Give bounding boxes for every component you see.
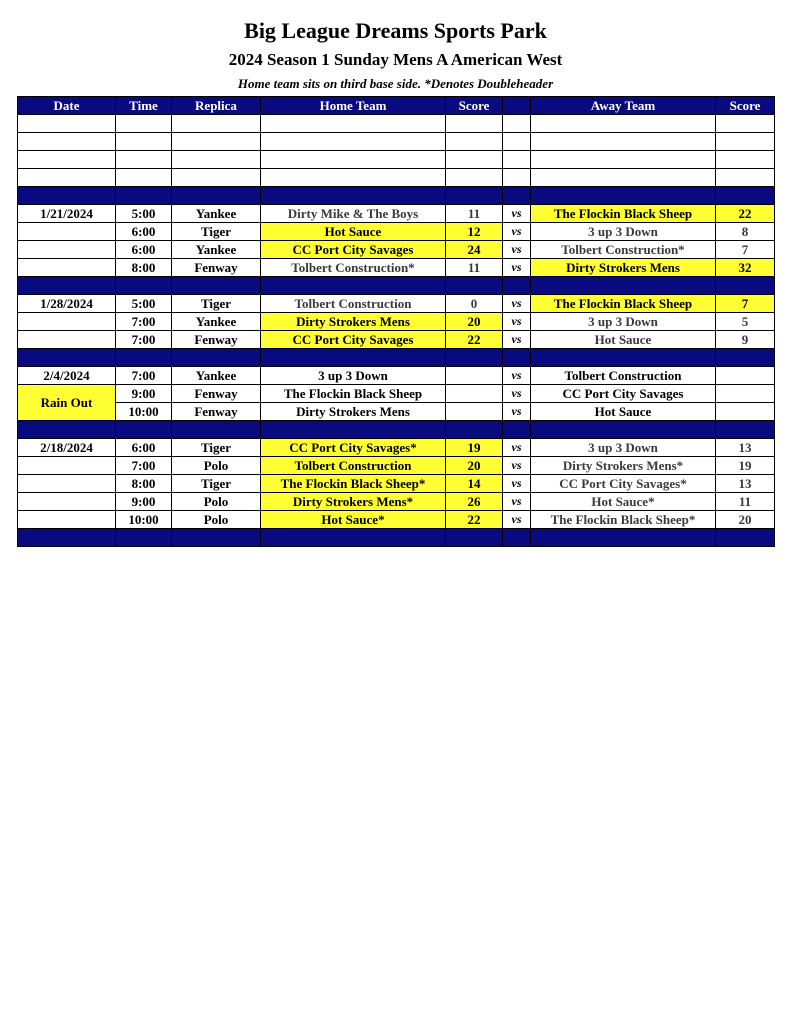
col-away-score: Score [716,97,775,115]
time-cell: 10:00 [116,403,172,421]
separator-cell [172,421,261,439]
away-team-cell: Hot Sauce* [531,493,716,511]
empty-cell [172,133,261,151]
away-team-cell: The Flockin Black Sheep [531,295,716,313]
home-score-cell: 22 [446,331,503,349]
date-cell [18,259,116,277]
schedule-note: Home team sits on third base side. *Denotes Doubleheader [237,76,554,91]
separator-cell [716,187,775,205]
date-cell: 2/18/2024 [18,439,116,457]
home-score-cell [446,385,503,403]
page-title: Big League Dreams Sports Park [244,18,547,43]
home-team-cell: The Flockin Black Sheep [261,385,446,403]
away-team-cell: Hot Sauce [531,331,716,349]
away-score-cell: 13 [716,439,775,457]
away-team-cell: CC Port City Savages [531,385,716,403]
empty-cell [503,115,531,133]
separator-cell [261,187,446,205]
date-cell [18,475,116,493]
time-cell: 7:00 [116,313,172,331]
home-score-cell: 0 [446,295,503,313]
separator-cell [18,421,116,439]
separator-cell [116,277,172,295]
away-team-cell: Tolbert Construction* [531,241,716,259]
empty-cell [18,115,116,133]
separator-cell [172,277,261,295]
home-team-cell: Tolbert Construction [261,295,446,313]
separator-cell [446,187,503,205]
home-score-cell: 26 [446,493,503,511]
home-score-cell [446,403,503,421]
separator-cell [116,421,172,439]
vs-cell: vs [503,475,531,493]
replica-cell: Yankee [172,205,261,223]
game-row [18,223,775,241]
separator-cell [716,529,775,547]
empty-cell [18,133,116,151]
away-score-cell: 19 [716,457,775,475]
date-cell: 2/4/2024 [18,367,116,385]
rain-out-label: Rain Out [18,385,116,421]
separator-cell [116,529,172,547]
away-team-cell: 3 up 3 Down [531,223,716,241]
vs-cell: vs [503,511,531,529]
empty-cell [716,133,775,151]
game-row [18,205,775,223]
separator-cell [503,529,531,547]
game-row [18,295,775,313]
home-team-cell: Tolbert Construction [261,457,446,475]
separator-cell [172,187,261,205]
empty-cell [531,115,716,133]
separator-cell [446,421,503,439]
home-team-cell: Dirty Strokers Mens [261,403,446,421]
vs-cell: vs [503,493,531,511]
replica-cell: Fenway [172,331,261,349]
home-team-cell: 3 up 3 Down [261,367,446,385]
replica-cell: Tiger [172,295,261,313]
replica-cell: Yankee [172,241,261,259]
week-separator [18,349,775,367]
time-cell: 9:00 [116,493,172,511]
separator-cell [531,277,716,295]
away-score-cell: 7 [716,295,775,313]
vs-cell: vs [503,259,531,277]
away-score-cell [716,367,775,385]
time-cell: 7:00 [116,331,172,349]
empty-cell [116,151,172,169]
replica-cell: Yankee [172,313,261,331]
separator-cell [261,349,446,367]
separator-cell [531,529,716,547]
vs-cell: vs [503,295,531,313]
separator-cell [116,187,172,205]
game-row [18,511,775,529]
empty-cell [261,115,446,133]
separator-cell [446,529,503,547]
separator-cell [18,187,116,205]
game-row [18,367,775,385]
date-cell: 1/28/2024 [18,295,116,313]
col-date: Date [18,97,116,115]
empty-cell [18,169,116,187]
replica-cell: Polo [172,457,261,475]
replica-cell: Yankee [172,367,261,385]
away-score-cell: 7 [716,241,775,259]
away-team-cell: Tolbert Construction [531,367,716,385]
time-cell: 6:00 [116,439,172,457]
game-row [18,475,775,493]
empty-cell [531,133,716,151]
separator-cell [172,349,261,367]
home-team-cell: CC Port City Savages* [261,439,446,457]
replica-cell: Tiger [172,439,261,457]
home-score-cell: 20 [446,457,503,475]
empty-cell [503,133,531,151]
date-cell [18,511,116,529]
away-team-cell: Dirty Strokers Mens* [531,457,716,475]
home-team-cell: Dirty Strokers Mens* [261,493,446,511]
replica-cell: Fenway [172,385,261,403]
date-cell [18,313,116,331]
vs-cell: vs [503,205,531,223]
home-score-cell: 24 [446,241,503,259]
empty-cell [172,115,261,133]
home-score-cell: 14 [446,475,503,493]
empty-cell [172,151,261,169]
empty-row [18,169,775,187]
home-team-cell: CC Port City Savages [261,331,446,349]
page-subtitle: 2024 Season 1 Sunday Mens A American West [228,50,563,69]
replica-cell: Tiger [172,475,261,493]
game-row [18,259,775,277]
empty-cell [116,133,172,151]
home-team-cell: Tolbert Construction* [261,259,446,277]
replica-cell: Fenway [172,403,261,421]
empty-cell [446,133,503,151]
time-cell: 8:00 [116,259,172,277]
game-row [18,331,775,349]
time-cell: 6:00 [116,241,172,259]
separator-cell [18,349,116,367]
empty-cell [716,169,775,187]
separator-cell [116,349,172,367]
replica-cell: Polo [172,511,261,529]
date-cell [18,223,116,241]
away-team-cell: 3 up 3 Down [531,313,716,331]
away-team-cell: CC Port City Savages* [531,475,716,493]
date-cell [18,241,116,259]
date-cell [18,331,116,349]
replica-cell: Polo [172,493,261,511]
away-score-cell: 9 [716,331,775,349]
vs-cell: vs [503,241,531,259]
separator-cell [172,529,261,547]
vs-cell: vs [503,439,531,457]
empty-cell [531,151,716,169]
col-replica: Replica [172,97,261,115]
time-cell: 5:00 [116,205,172,223]
empty-cell [261,169,446,187]
separator-cell [503,187,531,205]
vs-cell: vs [503,367,531,385]
away-team-cell: Dirty Strokers Mens [531,259,716,277]
home-team-cell: Hot Sauce* [261,511,446,529]
home-score-cell: 12 [446,223,503,241]
empty-row [18,151,775,169]
empty-cell [116,115,172,133]
home-score-cell: 19 [446,439,503,457]
time-cell: 7:00 [116,367,172,385]
separator-cell [716,277,775,295]
game-row [18,241,775,259]
separator-cell [503,421,531,439]
empty-cell [18,151,116,169]
week-separator [18,277,775,295]
game-row [18,385,775,403]
week-separator [18,529,775,547]
schedule-table [17,96,775,547]
replica-cell: Fenway [172,259,261,277]
col-time: Time [116,97,172,115]
empty-cell [503,169,531,187]
away-team-cell: Hot Sauce [531,403,716,421]
home-score-cell: 20 [446,313,503,331]
empty-cell [503,151,531,169]
empty-cell [116,169,172,187]
vs-cell: vs [503,385,531,403]
empty-cell [531,169,716,187]
home-team-cell: Dirty Strokers Mens [261,313,446,331]
vs-cell: vs [503,457,531,475]
away-score-cell: 11 [716,493,775,511]
away-team-cell: 3 up 3 Down [531,439,716,457]
separator-cell [503,277,531,295]
separator-cell [261,277,446,295]
away-score-cell: 13 [716,475,775,493]
away-score-cell: 5 [716,313,775,331]
date-cell [18,493,116,511]
empty-cell [261,151,446,169]
empty-row [18,115,775,133]
separator-cell [18,277,116,295]
time-cell: 9:00 [116,385,172,403]
week-separator [18,187,775,205]
header-row [18,97,775,115]
date-cell: 1/21/2024 [18,205,116,223]
time-cell: 8:00 [116,475,172,493]
time-cell: 6:00 [116,223,172,241]
schedule-body [18,115,775,547]
vs-cell: vs [503,313,531,331]
game-row [18,313,775,331]
col-vs [503,97,531,115]
empty-cell [261,133,446,151]
empty-cell [446,169,503,187]
home-score-cell: 22 [446,511,503,529]
game-row [18,403,775,421]
away-score-cell: 8 [716,223,775,241]
away-team-cell: The Flockin Black Sheep [531,205,716,223]
home-score-cell [446,367,503,385]
separator-cell [261,529,446,547]
home-team-cell: Dirty Mike & The Boys [261,205,446,223]
empty-cell [716,115,775,133]
home-team-cell: CC Port City Savages [261,241,446,259]
vs-cell: vs [503,223,531,241]
away-score-cell: 22 [716,205,775,223]
date-cell [18,457,116,475]
separator-cell [531,421,716,439]
separator-cell [716,421,775,439]
empty-row [18,133,775,151]
time-cell: 5:00 [116,295,172,313]
away-score-cell [716,403,775,421]
vs-cell: vs [503,403,531,421]
empty-cell [716,151,775,169]
game-row [18,493,775,511]
empty-cell [446,115,503,133]
home-score-cell: 11 [446,259,503,277]
week-separator [18,421,775,439]
home-score-cell: 11 [446,205,503,223]
vs-cell: vs [503,331,531,349]
empty-cell [172,169,261,187]
col-home-score: Score [446,97,503,115]
separator-cell [503,349,531,367]
separator-cell [261,421,446,439]
col-away-team: Away Team [531,97,716,115]
time-cell: 7:00 [116,457,172,475]
separator-cell [531,187,716,205]
game-row [18,457,775,475]
away-score-cell: 32 [716,259,775,277]
empty-cell [446,151,503,169]
separator-cell [446,349,503,367]
separator-cell [18,529,116,547]
col-home-team: Home Team [261,97,446,115]
game-row [18,439,775,457]
away-score-cell: 20 [716,511,775,529]
home-team-cell: Hot Sauce [261,223,446,241]
home-team-cell: The Flockin Black Sheep* [261,475,446,493]
separator-cell [716,349,775,367]
away-team-cell: The Flockin Black Sheep* [531,511,716,529]
time-cell: 10:00 [116,511,172,529]
separator-cell [531,349,716,367]
away-score-cell [716,385,775,403]
replica-cell: Tiger [172,223,261,241]
separator-cell [446,277,503,295]
